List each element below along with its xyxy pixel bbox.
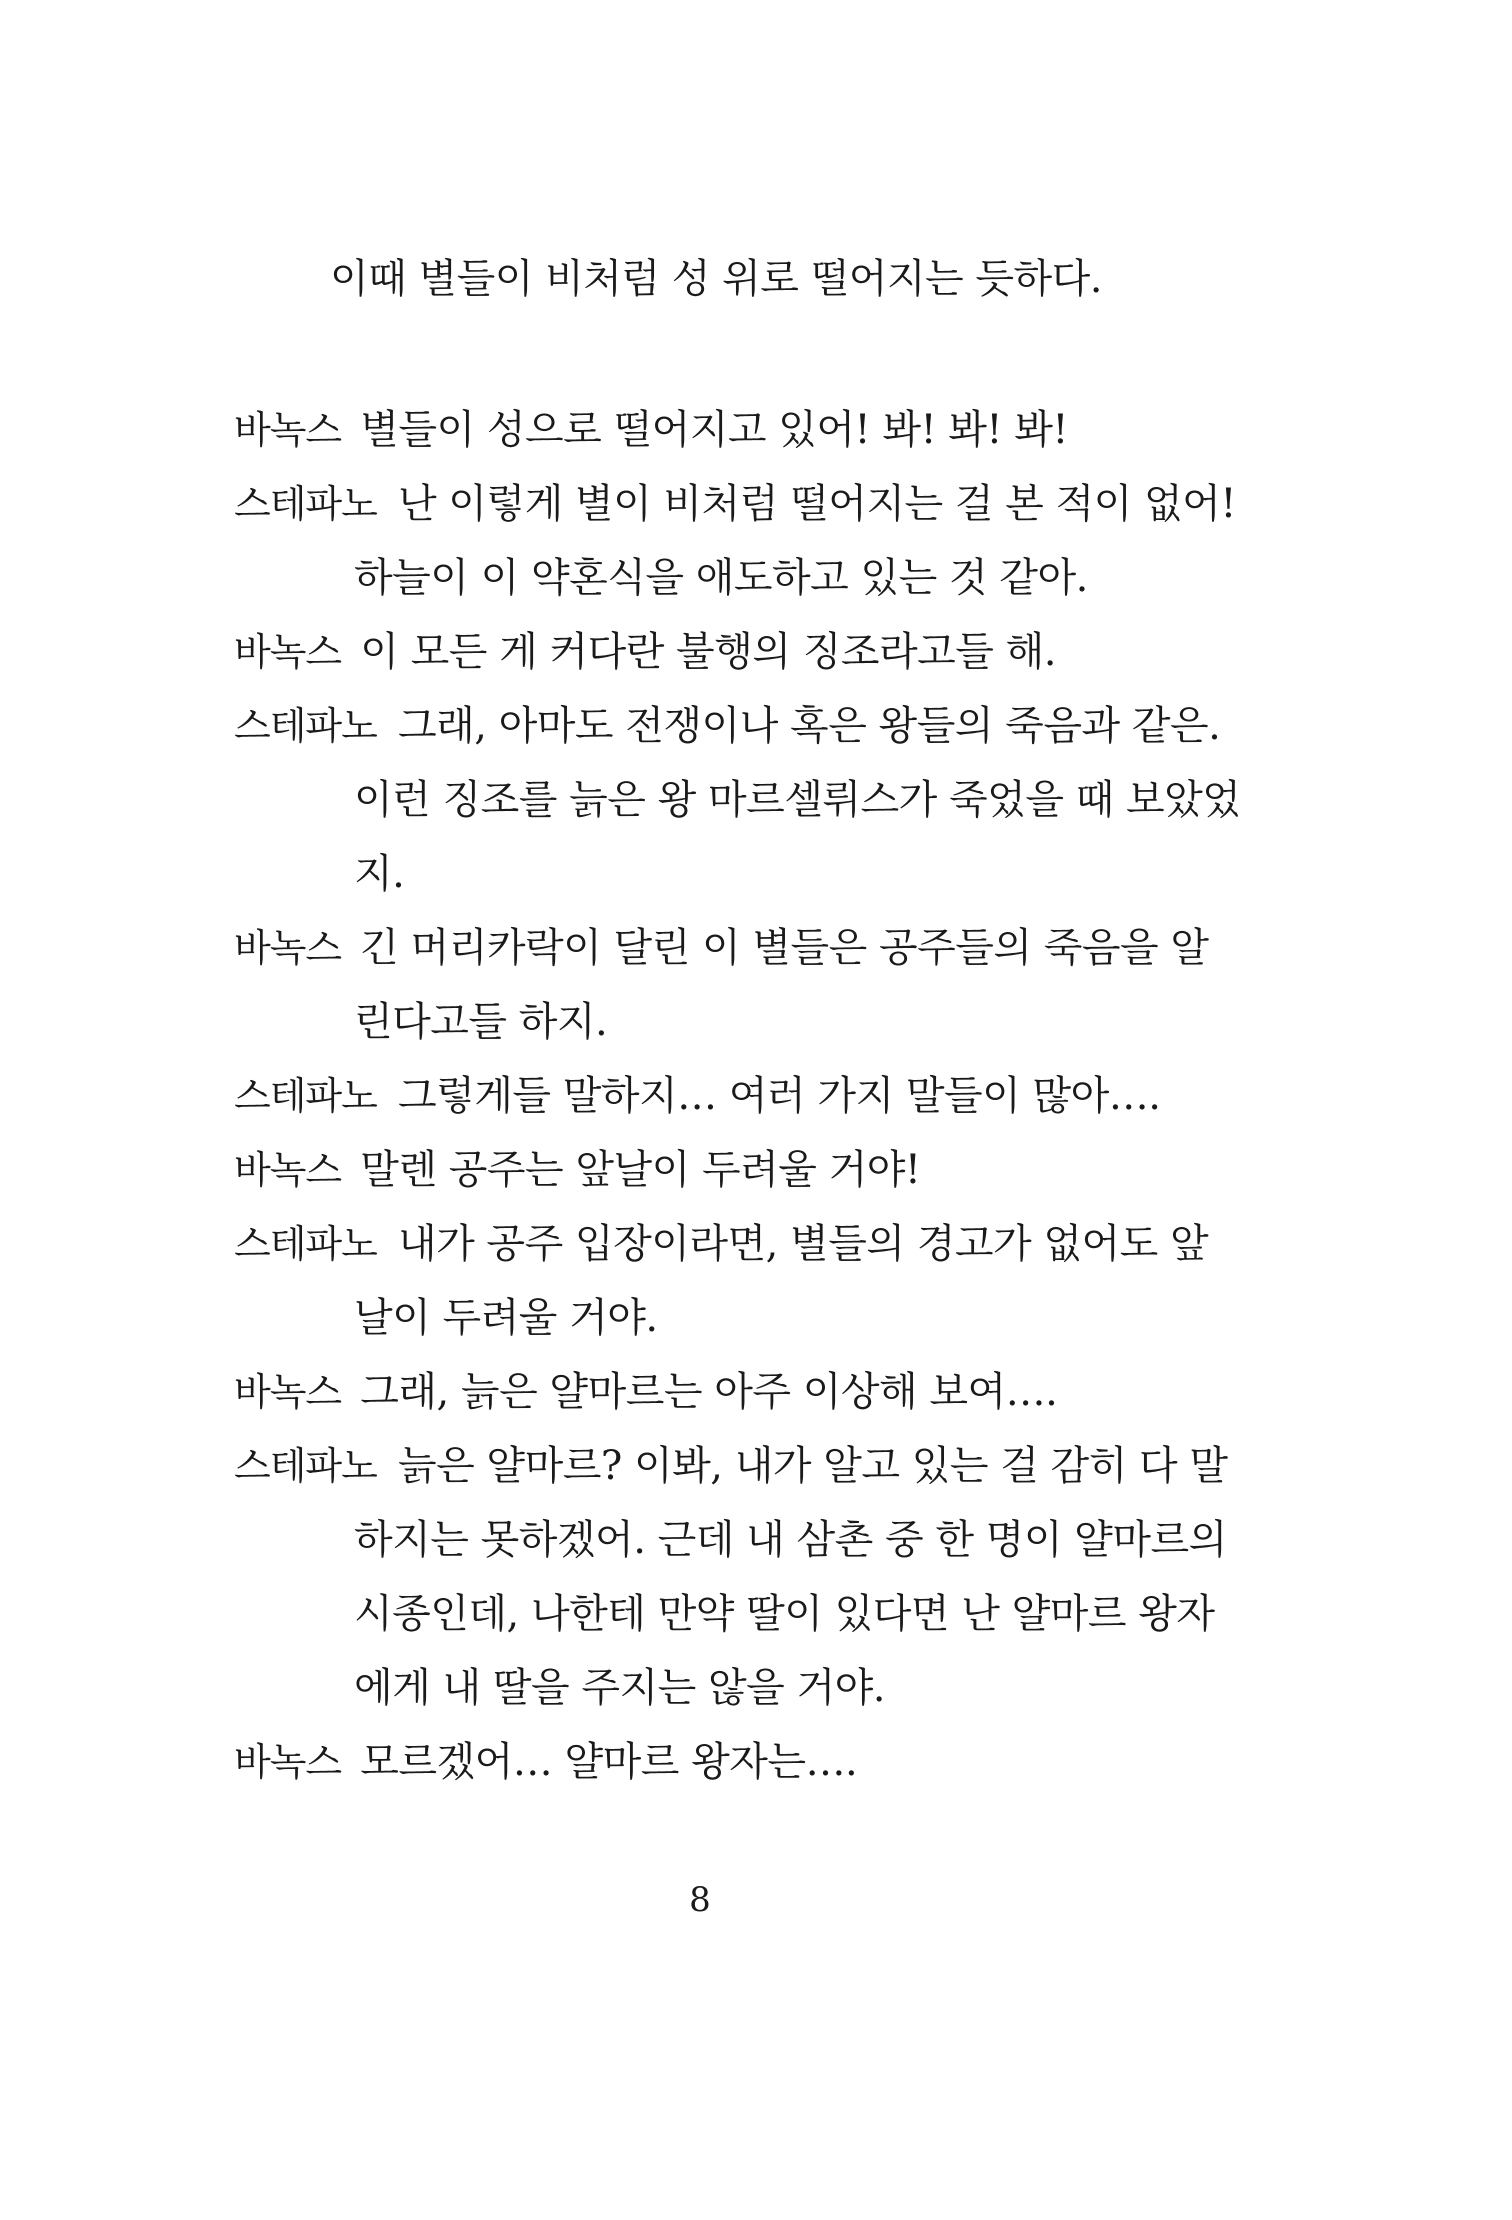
dialogue-line	[234, 1732, 857, 1792]
speaker-name: 바녹스	[234, 1740, 342, 1784]
dialogue-text: 린다고들 하지.	[354, 999, 608, 1045]
dialogue-text: 별들이 성으로 떨어지고 있어! 봐! 봐! 봐!	[360, 407, 1068, 453]
dialogue-text: 하지는 못하겠어. 근데 내 삼촌 중 한 명이 얄마르의	[354, 1517, 1227, 1563]
dialogue-continuation	[354, 992, 607, 1052]
speaker-name: 스테파노	[234, 1074, 377, 1118]
dialogue-text: 그렇게들 말하지… 여러 가지 말들이 많아….	[397, 1073, 1161, 1119]
dialogue-text: 하늘이 이 약혼식을 애도하고 있는 것 같아.	[354, 555, 1088, 601]
dialogue-text: 이 모든 게 커다란 불행의 징조라고들 해.	[360, 629, 1056, 675]
dialogue-line	[234, 1436, 1228, 1496]
dialogue-line	[234, 1362, 1057, 1422]
dialogue-continuation	[354, 770, 1240, 830]
speaker-name: 바녹스	[234, 408, 342, 452]
stage-direction	[330, 255, 1230, 303]
dialogue-line	[234, 918, 1209, 978]
dialogue-line	[234, 696, 1220, 756]
dialogue-line	[234, 400, 1068, 460]
speaker-name: 바녹스	[234, 926, 342, 970]
stage-direction-text: 이때 별들이 비처럼 성 위로 떨어지는 듯하다.	[330, 256, 1103, 302]
dialogue-text: 에게 내 딸을 주지는 않을 거야.	[354, 1665, 885, 1711]
dialogue-text: 긴 머리카락이 달린 이 별들은 공주들의 죽음을 알	[360, 925, 1209, 971]
page-number: 8	[689, 1880, 711, 1920]
speaker-name: 스테파노	[234, 1444, 377, 1488]
dialogue-text: 날이 두려울 거야.	[354, 1295, 658, 1341]
dialogue-text: 모르겠어… 얄마르 왕자는….	[360, 1739, 858, 1785]
dialogue-line	[234, 474, 1236, 534]
dialogue-line	[234, 1214, 1208, 1274]
dialogue-line	[234, 1140, 920, 1200]
speaker-name: 스테파노	[234, 482, 377, 526]
dialogue-text: 시종인데, 나한테 만약 딸이 있다면 난 얄마르 왕자	[354, 1591, 1215, 1637]
dialogue-line	[234, 622, 1056, 682]
dialogue-continuation	[354, 1510, 1227, 1570]
dialogue-continuation	[354, 1288, 658, 1348]
speaker-name: 바녹스	[234, 1370, 342, 1414]
speaker-name: 바녹스	[234, 630, 342, 674]
dialogue-line	[234, 1066, 1160, 1126]
dialogue-text: 늙은 얄마르? 이봐, 내가 알고 있는 걸 감히 다 말	[397, 1443, 1228, 1489]
dialogue-text: 그래, 늙은 얄마르는 아주 이상해 보여….	[360, 1369, 1058, 1415]
dialogue-text: 이런 징조를 늙은 왕 마르셀뤼스가 죽었을 때 보았었	[354, 777, 1241, 823]
dialogue-continuation	[354, 1658, 885, 1718]
speaker-name: 바녹스	[234, 1148, 342, 1192]
dialogue-text: 난 이렇게 별이 비처럼 떨어지는 걸 본 적이 없어!	[397, 481, 1236, 527]
dialogue-text: 지.	[354, 851, 405, 897]
dialogue-continuation	[354, 844, 404, 904]
dialogue-text: 내가 공주 입장이라면, 별들의 경고가 없어도 앞	[397, 1221, 1209, 1267]
speaker-name: 스테파노	[234, 1222, 377, 1266]
dialogue-continuation	[354, 548, 1088, 608]
dialogue-continuation	[354, 1584, 1215, 1644]
dialogue-text: 그래, 아마도 전쟁이나 혹은 왕들의 죽음과 같은.	[397, 703, 1221, 749]
dialogue-text: 말렌 공주는 앞날이 두려울 거야!	[360, 1147, 921, 1193]
speaker-name: 스테파노	[234, 704, 377, 748]
